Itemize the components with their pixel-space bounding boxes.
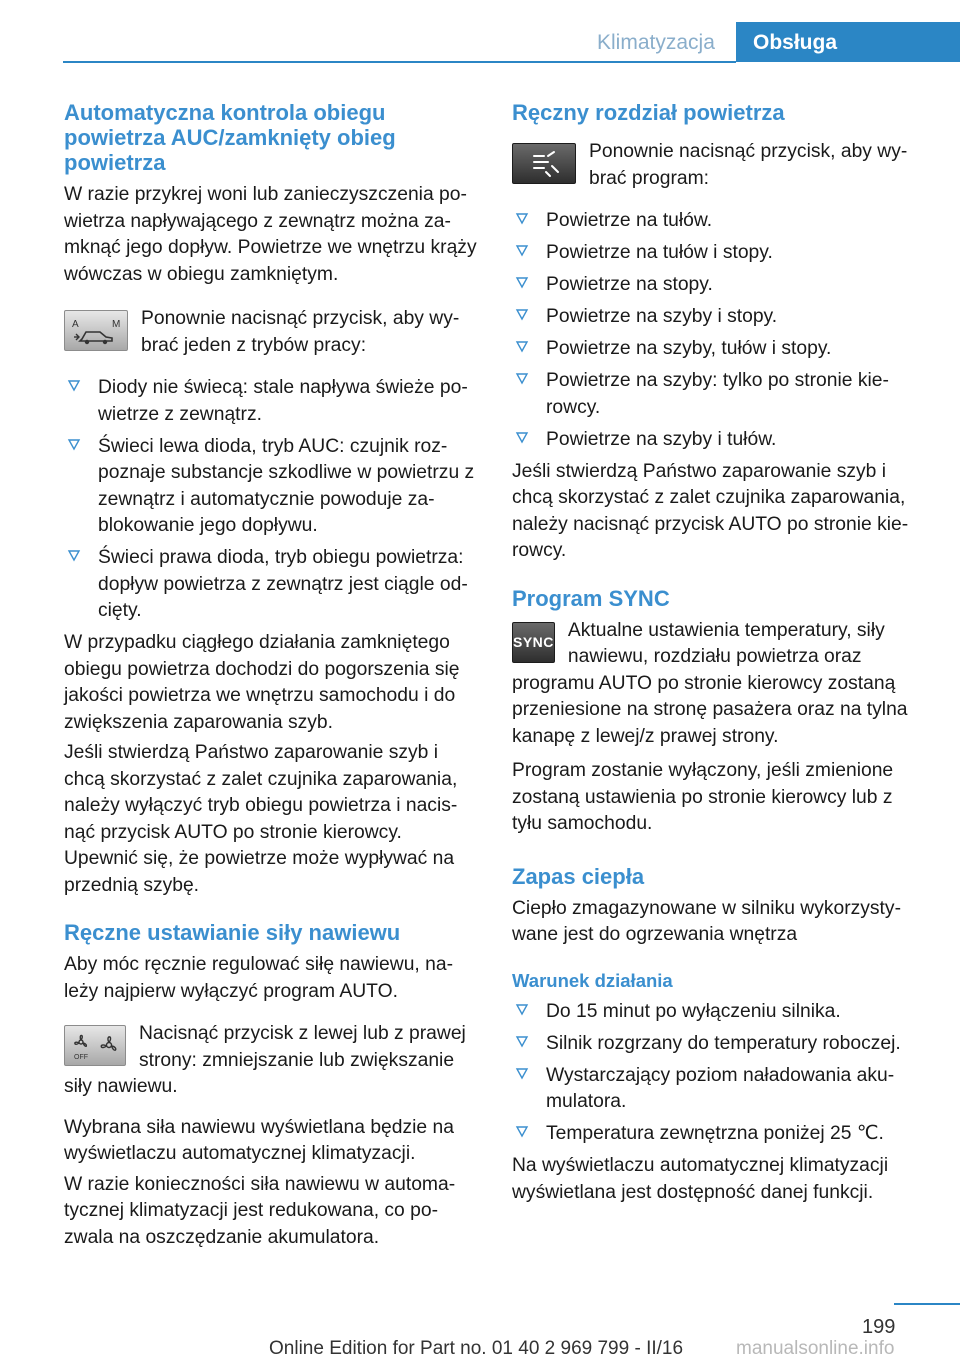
list-item	[512, 208, 926, 235]
triangle-bullet-icon	[515, 1066, 529, 1080]
footer-rule	[894, 1303, 960, 1305]
air-distribution-icon	[514, 146, 574, 182]
list-item	[512, 336, 926, 363]
chapter-label: Obsługa	[753, 31, 838, 54]
edition-line: Online Edition for Part no. 01 40 2 969 799 - II/16	[269, 1338, 684, 1359]
fan-button-text: Nacisnąć przycisk z lewej lub z prawej strony: zmniejszanie lub zwiększanie siły nawiewu.	[64, 1023, 466, 1097]
triangle-bullet-icon	[515, 275, 529, 289]
triangle-bullet-icon	[515, 1034, 529, 1048]
fan-speed-icon	[65, 1028, 125, 1064]
paragraph-fan-3: W razie konieczności siła nawiewu w automatycznej klimatyzacji jest redukowana, co pozwala na oszczędzanie akumulatora.	[64, 1173, 456, 1248]
list-item	[64, 545, 480, 625]
condition-list	[512, 999, 926, 1148]
list-item	[64, 434, 480, 540]
triangle-bullet-icon	[67, 378, 81, 392]
left-column	[64, 100, 480, 1255]
distribution-button-icon	[512, 143, 576, 184]
heading-distribution: Ręczny rozdział powietrza	[512, 100, 785, 125]
header-rule	[63, 61, 736, 63]
triangle-bullet-icon	[515, 430, 529, 444]
distribution-button-row	[512, 139, 926, 192]
triangle-bullet-icon	[515, 339, 529, 353]
sync-button-icon	[512, 622, 555, 663]
page-number: 199	[862, 1316, 896, 1338]
sync-button-text: Aktualne ustawienia temperatury, siły nawiewu, rozdziału powietrza oraz programu AUTO po stronie kierowcy zostaną przeniesione na stronę pasażera oraz na tylna kanapę z lewej/z prawej strony.	[512, 619, 908, 747]
auc-button-row	[64, 306, 480, 359]
paragraph-heat: Ciepło zmagazynowane w silniku wykorzystywane jest do ogrzewania wnętrza	[512, 897, 901, 945]
triangle-bullet-icon	[515, 1124, 529, 1138]
paragraph-sync: Program zostanie wyłączony, jeśli zmienione zostaną ustawienia po stronie kierowcy lub z tyłu samochodu.	[512, 760, 894, 834]
list-item-text: Diody nie świecą: stale napływa świeże powietrze z zewnątrz.	[98, 377, 468, 425]
paragraph-fan-1: Aby móc ręcznie regulować siłę nawiewu, należy najpierw wyłączyć program AUTO.	[64, 954, 454, 1002]
section-label: Klimatyzacja	[597, 31, 715, 54]
distribution-list	[512, 208, 926, 453]
distribution-button-text: Ponownie nacisnąć przycisk, aby wybrać program:	[589, 141, 908, 189]
list-item-text: Świeci prawa dioda, tryb obiegu powietrza: dopływ powietrza z zewnątrz jest ciągle odcięty.	[98, 547, 468, 621]
list-item-text: Wystarczający poziom naładowania akumulatora.	[546, 1064, 895, 1112]
paragraph-fan-2: Wybrana siła nawiewu wyświetlana będzie na wyświetlaczu automatycznej klimatyzacji.	[64, 1116, 454, 1164]
list-item-text: Powietrze na szyby, tułów i stopy.	[546, 338, 832, 359]
heading-fan: Ręczne ustawianie siły nawiewu	[64, 920, 401, 945]
fan-button-row	[64, 1021, 480, 1101]
list-item-text: Powietrze na szyby i stopy.	[546, 306, 778, 327]
list-item-text: Temperatura zewnętrzna poniżej 25 ℃.	[546, 1123, 884, 1144]
list-item-text: Powietrze na tułów i stopy.	[546, 242, 773, 263]
heading-condition: Warunek działania	[512, 969, 673, 991]
list-item-text: Powietrze na stopy.	[546, 274, 713, 295]
list-item	[512, 240, 926, 267]
fan-button-icon	[64, 1025, 126, 1066]
triangle-bullet-icon	[515, 307, 529, 321]
triangle-bullet-icon	[67, 548, 81, 562]
list-item-text: Powietrze na szyby: tylko po stronie kierowcy.	[546, 370, 889, 418]
list-item	[512, 427, 926, 454]
list-item	[512, 1063, 926, 1116]
list-item	[512, 304, 926, 331]
paragraph-recirc-2: Jeśli stwierdzą Państwo zaparowanie szyb i chcą skorzystać z zalet czujnika zaparowania, należy wyłączyć tryb obiegu powietrza i nacisnąć przycisk AUTO po stronie kierowcy. Upewnić się, że powietrze może wypływać na przednią szybę.	[64, 742, 458, 896]
heading-auc: Automatyczna kontrola obiegu powietrza AUC/zamknięty obieg powietrza	[64, 100, 396, 175]
triangle-bullet-icon	[67, 437, 81, 451]
list-item-text: Do 15 minut po wyłączeniu silnika.	[546, 1000, 841, 1022]
heading-sync: Program SYNC	[512, 585, 670, 611]
right-column	[512, 100, 926, 1210]
sync-button-label: SYNC	[513, 634, 554, 650]
list-item-text: Świeci lewa dioda, tryb AUC: czujnik rozpoznaje substancje szkodliwe w powietrzu z zewnątrz i automatycznie powoduje zablokowanie jego dopływu.	[98, 435, 475, 536]
svg-text:A: A	[72, 318, 79, 330]
triangle-bullet-icon	[515, 1002, 529, 1016]
triangle-bullet-icon	[515, 371, 529, 385]
triangle-bullet-icon	[515, 243, 529, 257]
svg-text:M: M	[112, 318, 121, 330]
paragraph-condition: Na wyświetlaczu automatycznej klimatyzacji wyświetlana jest dostępność danej funkcji.	[512, 1155, 889, 1203]
auc-button-text: Ponownie nacisnąć przycisk, aby wybrać jeden z trybów pracy:	[141, 308, 460, 356]
triangle-bullet-icon	[515, 211, 529, 225]
paragraph-recirc-1: W przypadku ciągłego działania zamkniętego obiegu powietrza dochodzi do pogorszenia się jakości powietrza we wnętrzu samochodu i do zwiększenia zaparowania szyb.	[64, 632, 460, 733]
auc-button-icon	[64, 310, 128, 351]
svg-text:OFF: OFF	[74, 1053, 88, 1061]
list-item-text: Powietrze na tułów.	[546, 210, 713, 231]
list-item	[512, 999, 926, 1026]
list-item	[512, 1031, 926, 1058]
list-item	[512, 272, 926, 299]
paragraph-auc: W razie przykrej woni lub zanieczyszczenia powietrza napływającego z zewnątrz można zamknąć jego dopływ. Powietrze we wnętrzu krąży wówczas w obiegu zamkniętym.	[64, 184, 477, 285]
list-item	[512, 1121, 926, 1148]
list-item-text: Silnik rozgrzany do temperatury roboczej.	[546, 1032, 901, 1054]
list-item	[512, 368, 926, 421]
sync-button-row	[512, 618, 926, 751]
watermark: manualsonline.info	[736, 1338, 895, 1359]
paragraph-distribution: Jeśli stwierdzą Państwo zaparowanie szyb i chcą skorzystać z zalet czujnika zaparowania, należy nacisnąć przycisk AUTO po stronie kierowcy.	[512, 460, 909, 561]
heading-heat: Zapas ciepła	[512, 863, 645, 889]
auc-mode-list	[64, 375, 480, 625]
car-recirculation-icon	[66, 313, 126, 349]
list-item-text: Powietrze na szyby i tułów.	[546, 428, 777, 450]
list-item	[64, 375, 480, 428]
